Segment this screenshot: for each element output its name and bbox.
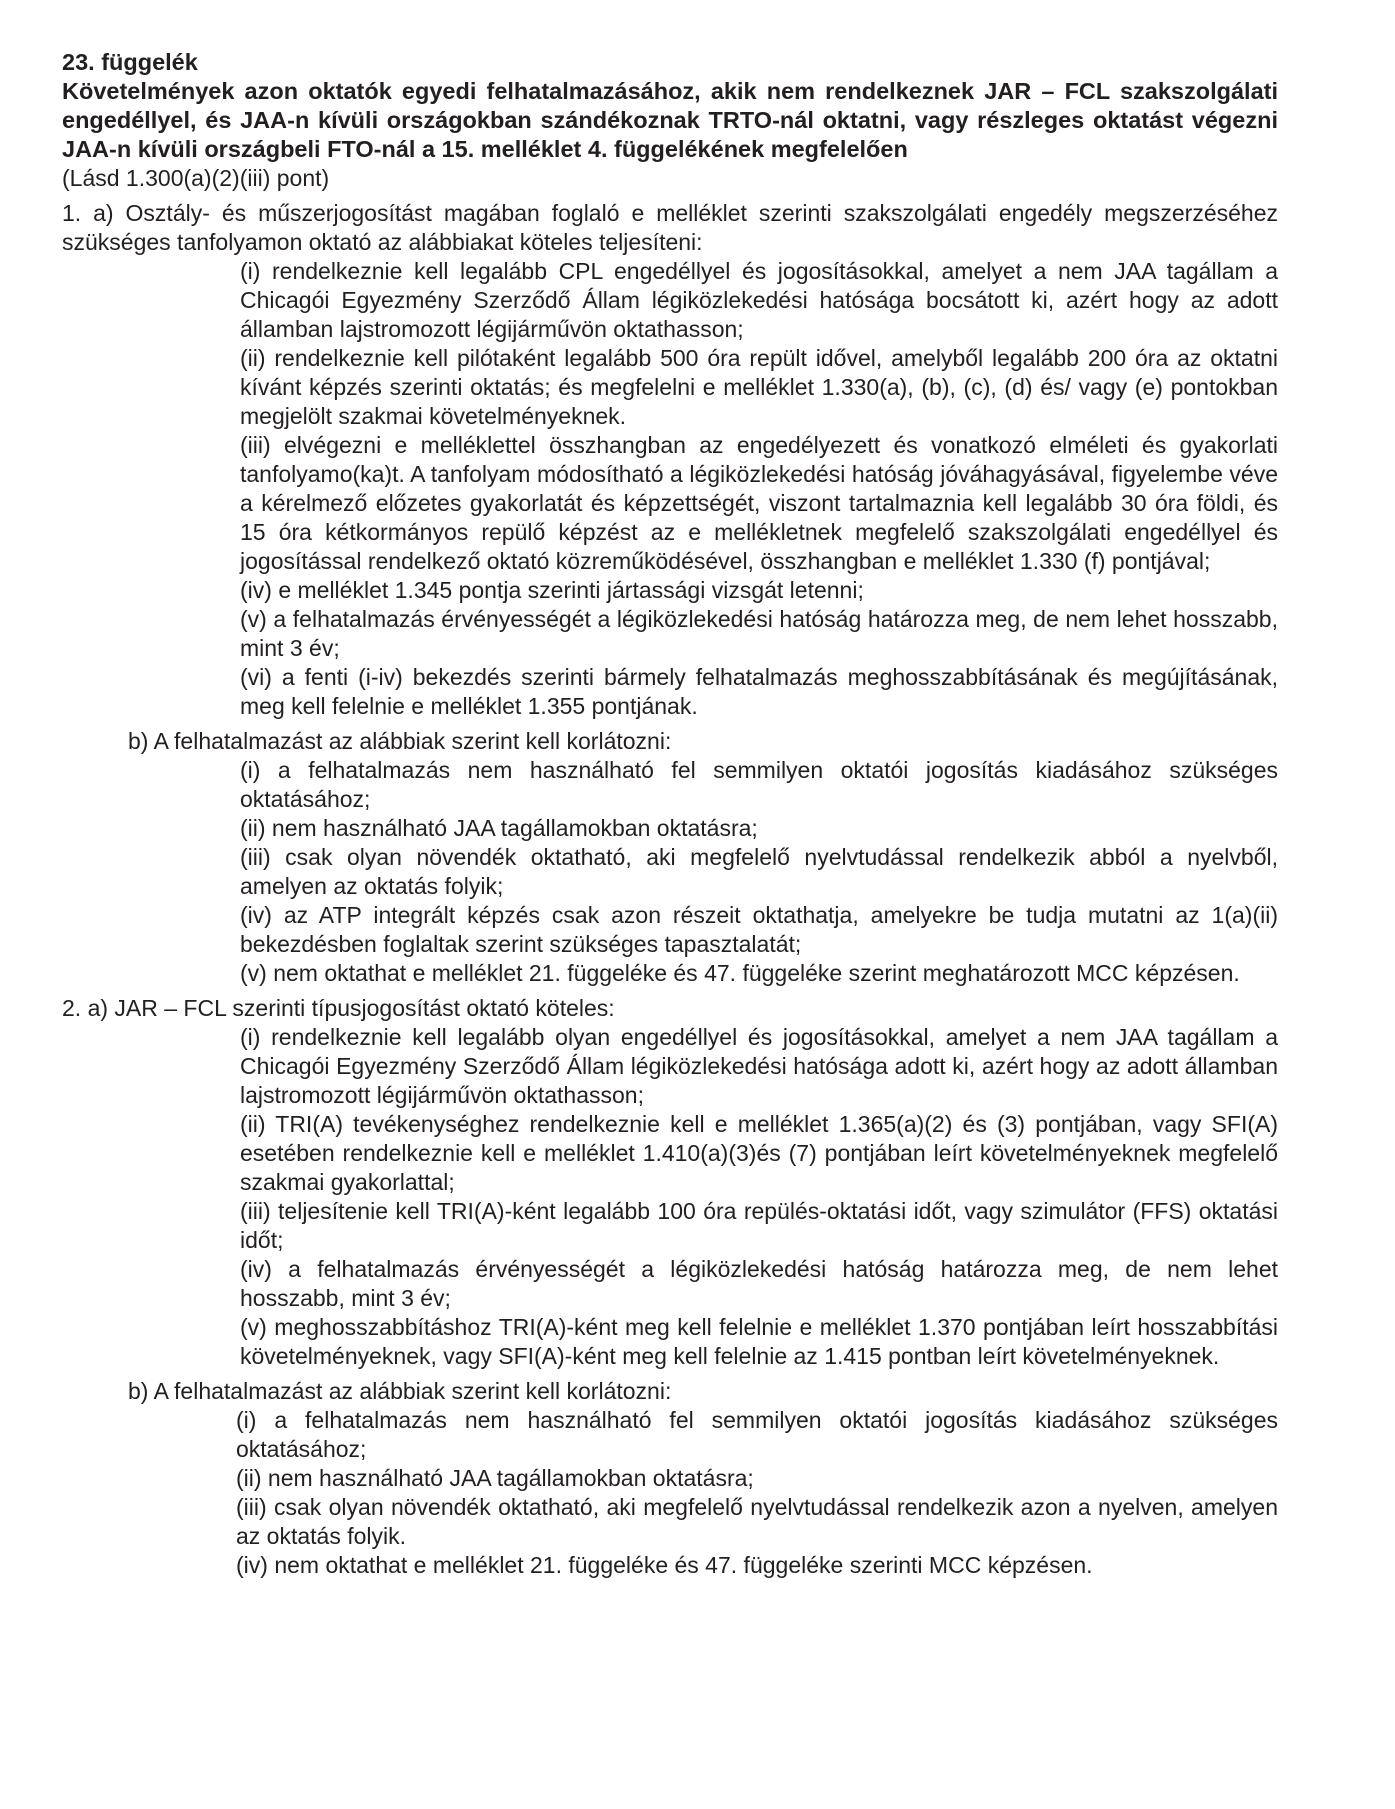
section-2a-item: (i) rendelkeznie kell legalább olyan engedéllyel és jogosításokkal, amelyet a nem JAA tagállam a Chicagói Egyezmény Szerződő Állam légiközlekedési hatósága adott ki, azért hogy az adott államban lajstromozott légijárművön oktathasson; (240, 1024, 1278, 1108)
document-page (62, 48, 1278, 1580)
section-2a-item: (iv) a felhatalmazás érvényességét a légiközlekedési hatóság határozza meg, de nem lehet hosszabb, mint 3 év; (240, 1256, 1278, 1311)
section-1a-item: (iv) e melléklet 1.345 pontja szerinti jártassági vizsgát letenni; (240, 577, 864, 603)
section-1b-item: (iii) csak olyan növendék oktatható, aki megfelelő nyelvtudással rendelkezik abból a nyelvből, amelyen az oktatás folyik; (240, 844, 1278, 899)
appendix-title: 23. függelék (62, 49, 198, 75)
section-1a-item: (ii) rendelkeznie kell pilótaként legalább 500 óra repült idővel, amelyből legalább 200 óra az oktatni kívánt képzés szerinti oktatás; és megfelelni e melléklet 1.330(a), (b), (c), (d) és/ vagy (e) pontokban megjelölt szakmai követelményeknek. (240, 345, 1278, 429)
section-1b-item: (iv) az ATP integrált képzés csak azon részeit oktathatja, amelyekre be tudja mutatni az 1(a)(ii) bekezdésben foglaltak szerint szükséges tapasztalatát; (240, 902, 1278, 957)
section-2b-item: (i) a felhatalmazás nem használható fel semmilyen oktatói jogosítás kiadásához szükséges oktatásához; (236, 1407, 1278, 1462)
section-2b-item: (iii) csak olyan növendék oktatható, aki megfelelő nyelvtudással rendelkezik azon a nyelven, amelyen az oktatás folyik. (236, 1494, 1278, 1549)
section-2a-item: (ii) TRI(A) tevékenységhez rendelkeznie kell e melléklet 1.365(a)(2) és (3) pontjában, vagy SFI(A) esetében rendelkeznie kell e melléklet 1.410(a)(3)és (7) pontjában leírt követelményeknek megfelelő szakmai gyakorlattal; (240, 1111, 1278, 1195)
section-1a-item: (iii) elvégezni e melléklettel összhangban az engedélyezett és vonatkozó elméleti és gyakorlati tanfolyamo(ka)t. A tanfolyam módosítható a légiközlekedési hatóság jóváhagyásával, figyelembe véve a kérelmező előzetes gyakorlatát és képzettségét, viszont tartalmaznia kell legalább 30 óra földi, és 15 óra kétkormányos repülő képzést az e mellékletnek megfelelő szakszolgálati engedéllyel és jogosítással rendelkező oktató közreműködésével, összhangban e melléklet 1.330 (f) pontjával; (240, 432, 1278, 574)
section-1b-item: (i) a felhatalmazás nem használható fel semmilyen oktatói jogosítás kiadásához szükséges oktatásához; (240, 757, 1278, 812)
appendix-heading: Követelmények azon oktatók egyedi felhatalmazásához, akik nem rendelkeznek JAR – FCL szakszolgálati engedéllyel, és JAA-n kívüli országokban szándékoznak TRTO-nál oktatni, vagy részleges oktatást végezni JAA-n kívüli országbeli FTO-nál a 15. melléklet 4. függelékének megfelelően (62, 78, 1278, 162)
section-2b-item: (iv) nem oktathat e melléklet 21. függeléke és 47. függeléke szerinti MCC képzésen. (236, 1552, 1093, 1578)
section-2a-item: (v) meghosszabbításhoz TRI(A)-ként meg kell felelnie e melléklet 1.370 pontjában leírt hosszabbítási követelményeknek, vagy SFI(A)-ként meg kell felelnie az 1.415 pontban leírt követelményeknek. (240, 1314, 1278, 1369)
section-2b-intro: b) A felhatalmazást az alábbiak szerint kell korlátozni: (128, 1378, 672, 1404)
section-2b-item: (ii) nem használható JAA tagállamokban oktatásra; (236, 1465, 754, 1491)
section-1a-item: (v) a felhatalmazás érvényességét a légiközlekedési hatóság határozza meg, de nem lehet hosszabb, mint 3 év; (240, 606, 1278, 661)
section-1a-item: (i) rendelkeznie kell legalább CPL engedéllyel és jogosításokkal, amelyet a nem JAA tagállam a Chicagói Egyezmény Szerződő Állam légiközlekedési hatósága bocsátott ki, azért hogy az adott államban lajstromozott légijárművön oktathasson; (240, 258, 1278, 342)
section-1b-item: (ii) nem használható JAA tagállamokban oktatásra; (240, 815, 758, 841)
section-1b-item: (v) nem oktathat e melléklet 21. függeléke és 47. függeléke szerint meghatározott MCC képzésen. (240, 960, 1240, 986)
section-1a-item: (vi) a fenti (i-iv) bekezdés szerinti bármely felhatalmazás meghosszabbításának és megújításának, meg kell felelnie e melléklet 1.355 pontjának. (240, 664, 1278, 719)
section-2a-intro: 2. a) JAR – FCL szerinti típusjogosítást oktató köteles: (62, 995, 615, 1021)
section-1b-intro: b) A felhatalmazást az alábbiak szerint kell korlátozni: (128, 728, 672, 754)
reference-note: (Lásd 1.300(a)(2)(iii) pont) (62, 165, 330, 191)
section-2a-item: (iii) teljesítenie kell TRI(A)-ként legalább 100 óra repülés-oktatási időt, vagy szimulátor (FFS) oktatási időt; (240, 1198, 1278, 1253)
section-1a-intro: 1. a) Osztály- és műszerjogosítást magában foglaló e melléklet szerinti szakszolgálati engedély megszerzéséhez szükséges tanfolyamon oktató az alábbiakat köteles teljesíteni: (62, 200, 1278, 255)
